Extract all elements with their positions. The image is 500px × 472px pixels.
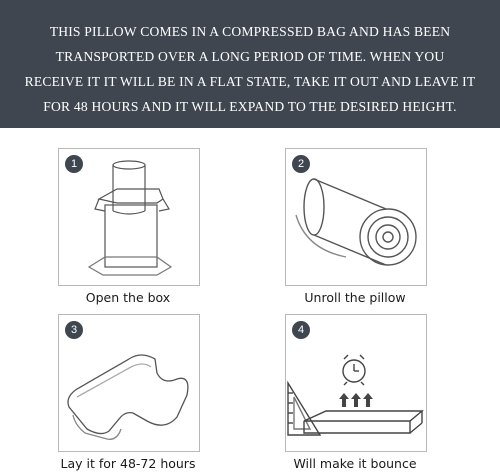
instruction-banner	[0, 0, 500, 128]
expanding-pillow-icon	[286, 315, 426, 451]
step-caption-1: Open the box	[85, 290, 171, 305]
step-caption-3: Lay it for 48-72 hours	[60, 456, 196, 471]
banner-line-2: TRANSPORTED OVER A LONG PERIOD OF TIME. WHEN YOU	[55, 49, 445, 64]
step-number-badge: 1	[65, 155, 83, 173]
flat-pillow-icon	[59, 315, 199, 451]
step-card-unroll	[285, 148, 427, 286]
step-caption-2: Unroll the pillow	[304, 290, 406, 305]
step-card-lay-flat	[58, 314, 200, 452]
step-card-open-box	[58, 148, 200, 286]
step-caption-4: Will make it bounce	[293, 456, 417, 471]
step-number-badge: 3	[65, 321, 83, 339]
banner-line-4: FOR 48 HOURS AND IT WILL EXPAND TO THE DESIRED HEIGHT.	[43, 99, 457, 114]
step-card-bounce	[285, 314, 427, 452]
banner-line-1: THIS PILLOW COMES IN A COMPRESSED BAG AND HAS BEEN	[49, 24, 451, 39]
step-number-badge: 4	[292, 321, 310, 339]
rolled-pillow-icon	[286, 149, 426, 285]
step-number-badge: 2	[292, 155, 310, 173]
banner-line-3: RECEIVE IT IT WILL BE IN A FLAT STATE, TAKE IT OUT AND LEAVE IT	[24, 74, 476, 89]
open-box-icon	[59, 149, 199, 285]
